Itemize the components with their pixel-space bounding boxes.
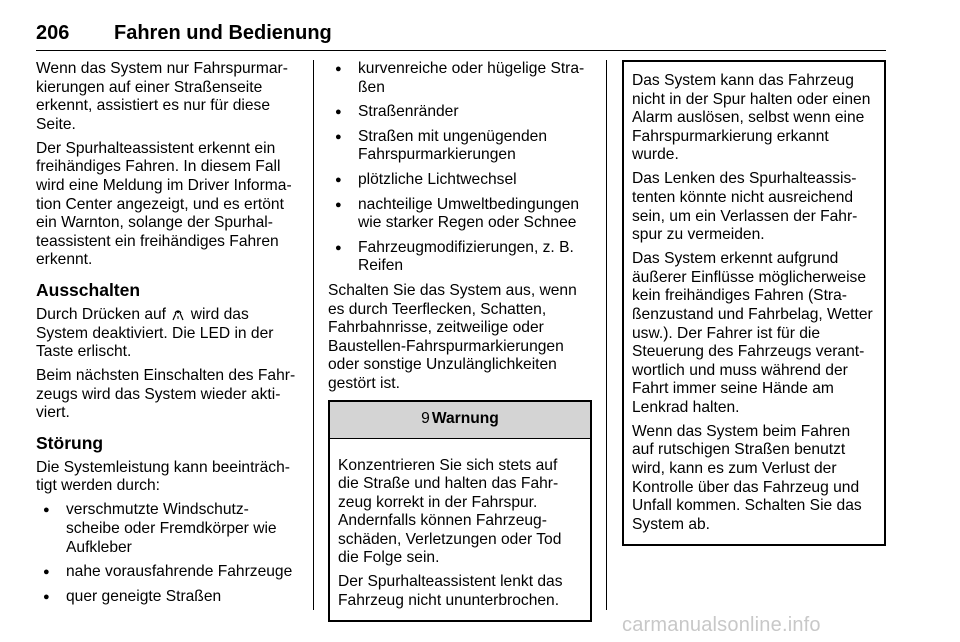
paragraph: Das System kann das Fahrzeug nicht in der Spur halten oder einen Alarm auslösen, selbst wenn eine Fahrspurmarkierung erkannt wurde.: [632, 72, 871, 164]
paragraph: Wenn das System nur Fahrspurmar-kierungen auf einer Straßenseite erkennt, assistiert es nur für diese Seite.: [36, 60, 288, 133]
list-item: ● nachteilige Umweltbedingungen wie starker Regen oder Schnee: [328, 196, 592, 233]
warning-body: [330, 439, 590, 621]
bullet-list: [36, 501, 298, 606]
paragraph: Schalten Sie das System aus, wenn es durch Teerflecken, Schatten, Fahrbahnrisse, zeitweilige oder Baustellen-Fahrspurmarkierungen oder sonstige Unzulänglichkeiten gestört ist.: [328, 281, 577, 392]
list-item: ● Straßen mit ungenügenden Fahrspurmarkierungen: [328, 128, 592, 165]
list-item: ● kurvenreiche oder hügelige Stra-ßen: [328, 60, 592, 97]
header-divider: [36, 50, 886, 51]
paragraph: Das Lenken des Spurhalteassis-tenten könnte nicht ausreichend sein, um ein Verlassen der Fahr-spur zu vermeiden.: [632, 170, 858, 244]
lane-assist-icon: [170, 307, 186, 321]
paragraph-with-icon: [36, 306, 298, 362]
paragraph: Der Spurhalteassistent erkennt ein freihändiges Fahren. In diesem Fall wird eine Meldung im Driver Informa-tion Center angezeigt, und es ertönt ein Warnton, solange der Spurhal-teassistent ein freihändiges Fahren erkennt.: [36, 139, 292, 269]
warning-box: [328, 400, 592, 623]
paragraph: Der Spurhalteassistent lenkt das Fahrzeug nicht ununterbrochen.: [338, 573, 563, 610]
column-2: [328, 60, 592, 622]
text-fragment: Durch Drücken auf: [36, 305, 167, 323]
paragraph: Das System erkennt aufgrund äußerer Einflüsse möglicherweise kein freihändiges Fahren (Stra-ßenzustand und Fahrbelag, Wetter usw.). Der Fahrer ist für die Steuerung des Fahrzeugs verant-wortlich und muss während der Fahrt immer seine Hände am Lenkrad halten.: [632, 250, 873, 416]
list-item: ● Fahrzeugmodifizierungen, z. B. Reifen: [328, 239, 592, 276]
section-heading-ausschalten: Ausschalten: [36, 279, 141, 300]
paragraph: Wenn das System beim Fahren auf rutschigen Straßen benutzt wird, kann es zum Verlust der Kontrolle über das Fahrzeug und Unfall kommen. Schalten Sie das System ab.: [632, 422, 862, 533]
list-item: ● Straßenränder: [328, 103, 592, 122]
page-title: Fahren und Bedienung: [114, 22, 332, 44]
column-3: [622, 60, 886, 546]
page-number: 206: [36, 22, 70, 44]
warning-header: [330, 402, 590, 439]
watermark: carmanualsonline.info: [622, 614, 821, 636]
bullet-list: [328, 60, 592, 276]
list-item: ● plötzliche Lichtwechsel: [328, 171, 592, 190]
text-fragment: wird das System deaktiviert. Die LED in der Taste erlischt.: [36, 305, 274, 361]
warning-triangle-icon: 9: [421, 410, 430, 428]
paragraph: Konzentrieren Sie sich stets auf die Straße und halten das Fahr-zeug korrekt in der Fahrspur. Andernfalls können Fahrzeug-schäden, Verletzungen oder Tod die Folge sein.: [338, 456, 562, 567]
list-item: ● quer geneigte Straßen: [36, 588, 298, 607]
list-item: ● nahe vorausfahrende Fahrzeuge: [36, 563, 298, 582]
column-divider-1: [313, 60, 314, 610]
column-1: [36, 60, 298, 612]
column-divider-2: [606, 60, 607, 610]
notice-box: [622, 60, 886, 546]
paragraph: Die Systemleistung kann beeinträch-tigt werden durch:: [36, 458, 290, 495]
paragraph: Beim nächsten Einschalten des Fahr-zeugs wird das System wieder akti-viert.: [36, 367, 296, 422]
warning-title: Warnung: [431, 410, 499, 428]
section-heading-stoerung: Störung: [36, 432, 104, 453]
page-header: [36, 22, 886, 48]
list-item: ● verschmutzte Windschutz-scheibe oder Fremdkörper wie Aufkleber: [36, 501, 298, 557]
